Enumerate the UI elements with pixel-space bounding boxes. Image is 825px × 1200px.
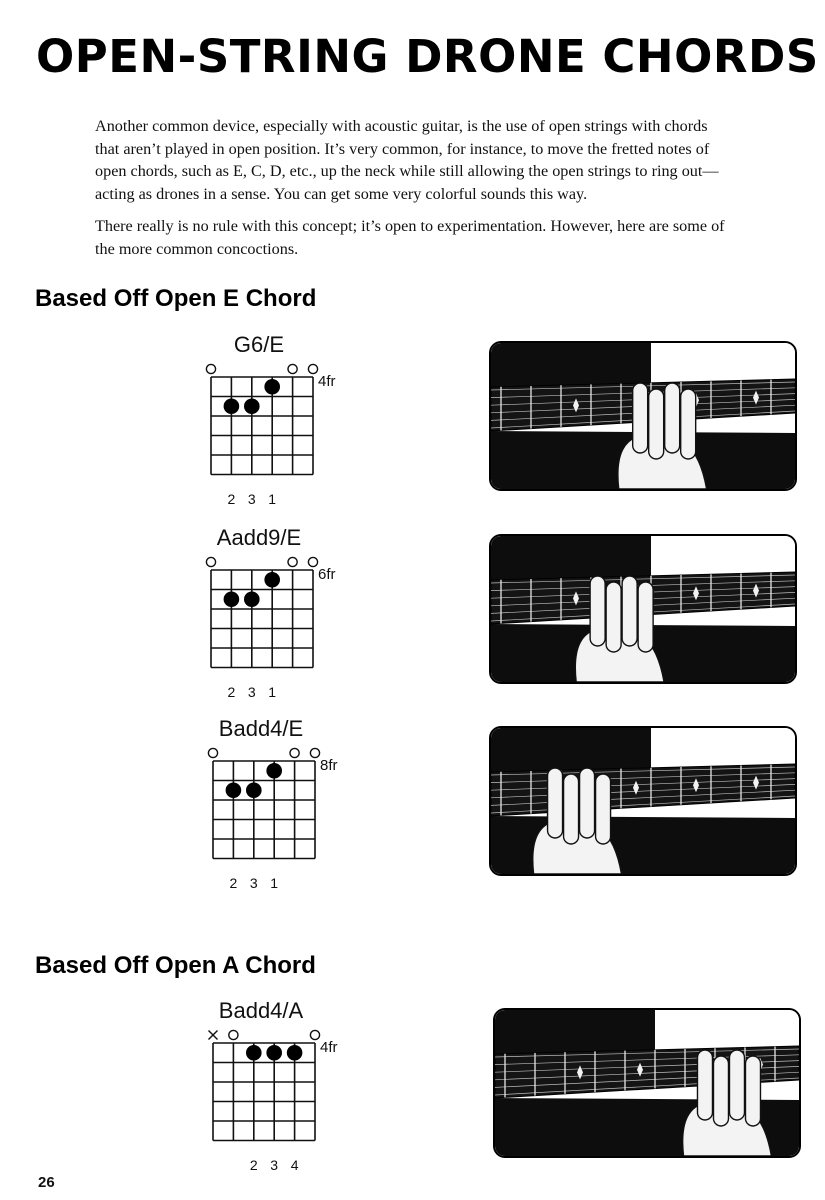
page-number: 26	[38, 1174, 55, 1191]
finger-number: 1	[270, 874, 279, 891]
hand-finger	[606, 582, 621, 652]
finger-dot	[287, 1045, 303, 1061]
open-string-marker	[229, 1030, 238, 1039]
open-string-marker	[308, 364, 317, 373]
hand-finger	[580, 768, 595, 838]
hand-finger	[590, 576, 605, 646]
photo-badd4-a	[493, 1008, 801, 1158]
chord-diagram-aadd9-e	[209, 525, 359, 700]
finger-number: 1	[268, 490, 277, 507]
hand-finger	[548, 768, 563, 838]
photo-aadd9-e	[489, 534, 797, 684]
page-title: OPEN-STRING DRONE CHORDS	[36, 30, 819, 83]
finger-dot	[226, 782, 242, 798]
fret-position-label: 4fr	[320, 1039, 338, 1056]
finger-number: 3	[247, 683, 256, 700]
open-string-marker	[288, 557, 297, 566]
intro-text	[95, 115, 735, 270]
open-string-marker	[206, 557, 215, 566]
chord-name: Badd4/E	[218, 716, 304, 741]
open-string-marker	[208, 748, 217, 757]
open-string-marker	[288, 364, 297, 373]
chord-diagram-badd4-a	[211, 998, 361, 1173]
hand-finger	[564, 774, 579, 844]
open-string-marker	[310, 1030, 319, 1039]
finger-dot	[264, 572, 280, 588]
intro-paragraph-1: Another common device, especially with acoustic guitar, is the use of open strings with chords that aren’t played in open position. It’s very common, for instance, to move the fretted notes of open chords, such as E, C, D, etc., up the neck while still allowing the open strings to ring out—acting as drones in a sense. You can get some very colorful sounds this way.	[95, 117, 719, 203]
hand-finger	[729, 1050, 744, 1120]
finger-dot	[264, 379, 280, 395]
chord-name: Badd4/A	[218, 998, 304, 1023]
intro-paragraph-2: There really is no rule with this concept; it’s open to experimentation. However, here are some of the more common concoctions.	[95, 217, 725, 258]
finger-number: 2	[227, 490, 236, 507]
open-string-marker	[290, 748, 299, 757]
finger-number: 2	[229, 874, 238, 891]
hand-finger	[697, 1050, 712, 1120]
hand-finger	[665, 383, 680, 453]
hand-finger	[633, 383, 648, 453]
hand-finger	[681, 389, 696, 459]
open-string-marker	[310, 748, 319, 757]
muted-string-marker	[209, 1031, 218, 1040]
chord-name: Aadd9/E	[216, 525, 302, 550]
photo-g6-e	[489, 341, 797, 491]
finger-dot	[246, 1045, 262, 1061]
finger-number: 2	[227, 683, 236, 700]
chord-diagram-g6-e	[209, 332, 359, 507]
hand-finger	[649, 389, 664, 459]
fret-position-label: 6fr	[318, 566, 336, 583]
photo-badd4-e	[489, 726, 797, 876]
finger-number: 2	[249, 1156, 258, 1173]
finger-dot	[224, 591, 240, 607]
fret-position-label: 4fr	[318, 373, 336, 390]
finger-dot	[224, 398, 240, 414]
hand-finger	[622, 576, 637, 646]
finger-dot	[266, 763, 282, 779]
open-string-marker	[206, 364, 215, 373]
finger-number: 4	[290, 1156, 299, 1173]
fret-position-label: 8fr	[320, 757, 338, 774]
finger-dot	[244, 398, 260, 414]
finger-number: 3	[270, 1156, 279, 1173]
finger-number: 3	[249, 874, 258, 891]
finger-dot	[246, 782, 262, 798]
finger-number: 1	[268, 683, 277, 700]
finger-dot	[266, 1045, 282, 1061]
open-string-marker	[308, 557, 317, 566]
section-heading-open-e: Based Off Open E Chord	[35, 285, 317, 312]
finger-dot	[244, 591, 260, 607]
hand-finger	[713, 1056, 728, 1126]
hand-finger	[596, 774, 611, 844]
hand-finger	[638, 582, 653, 652]
finger-number: 3	[247, 490, 256, 507]
hand-finger	[745, 1056, 760, 1126]
section-heading-open-a: Based Off Open A Chord	[35, 952, 316, 979]
chord-name: G6/E	[233, 332, 285, 357]
chord-diagram-badd4-e	[211, 716, 361, 891]
